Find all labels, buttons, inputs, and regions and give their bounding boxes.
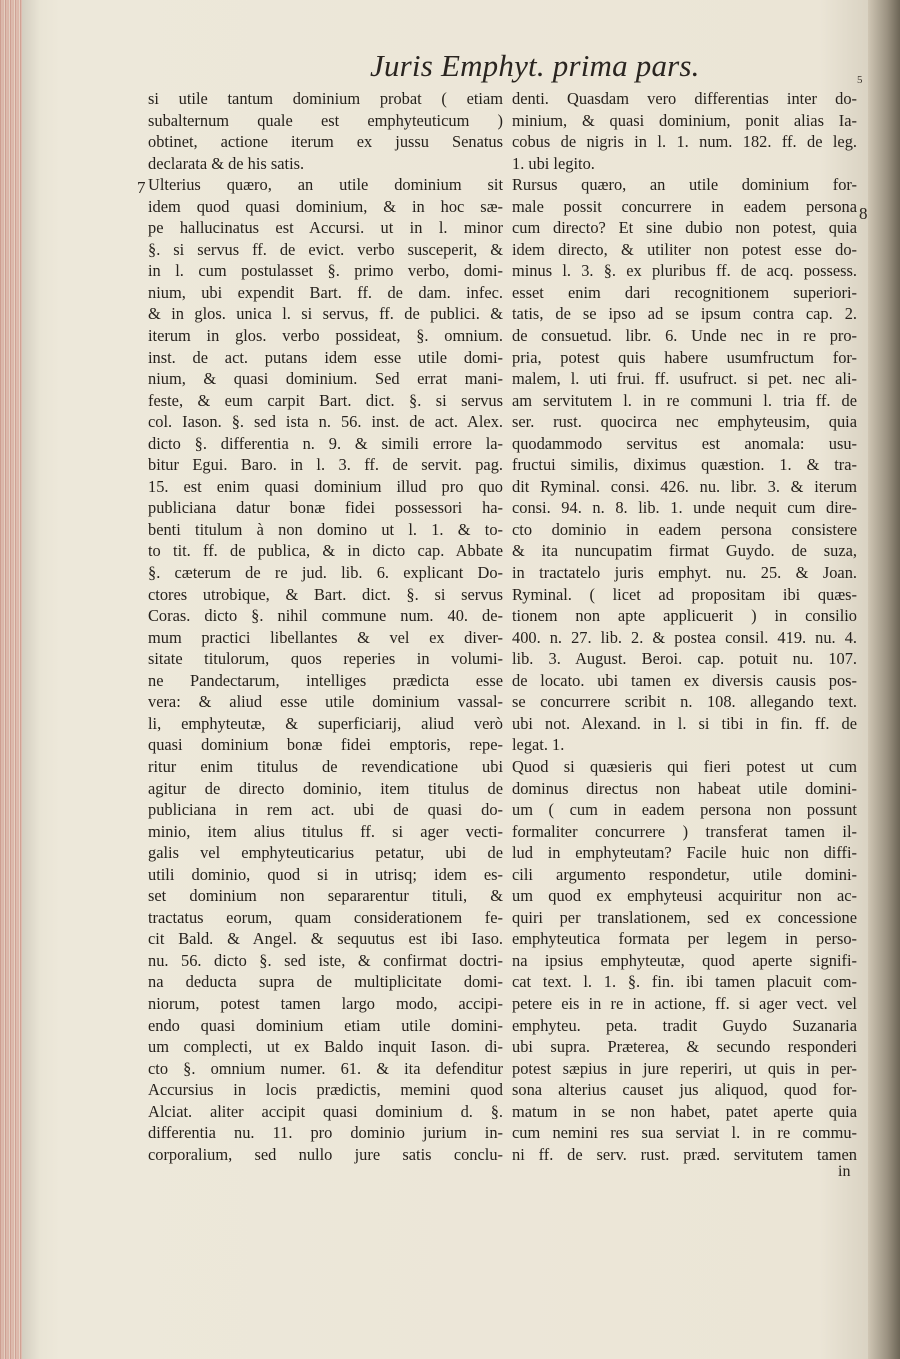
text-line: tractatus eorum, quam considerationem fe- [148, 907, 503, 927]
text-line: quiri per translationem, sed ex concessione [512, 907, 857, 927]
text-line: de consuetud. libr. 6. Unde nec in re pro- [512, 326, 857, 346]
text-line: quodammodo servitus est anomala: usu- [512, 433, 857, 453]
text-line: corporalium, sed nullo jure satis conclu- [148, 1144, 503, 1164]
text-line: ne Pandectarum, intelliges prædicta esse [148, 670, 503, 690]
text-line: inst. de act. putans idem esse utile domi- [148, 347, 503, 367]
text-line: ni ff. de serv. rust. præd. servitutem tamen [512, 1144, 857, 1164]
text-line: cto dominio in eadem persona consistere [512, 519, 857, 539]
text-line: in tractatelo juris emphyt. nu. 25. & Joan. [512, 563, 857, 583]
text-line: col. Iason. §. sed ista n. 56. inst. de act. Alex. [148, 412, 503, 432]
text-line: si utile tantum dominium probat ( etiam [148, 89, 503, 108]
text-line: consi. 94. n. 8. lib. 1. unde nequit cum dire- [512, 498, 857, 518]
text-line: agitur de directo dominio, item titulus de [148, 778, 503, 798]
text-line: cum nemini res sua serviat l. in re commu- [512, 1123, 857, 1143]
text-line: dit Ryminal. consi. 426. nu. libr. 3. & iterum [512, 476, 857, 496]
text-line: cum directo? Et sine dubio non potest, quia [512, 218, 857, 238]
text-line: ritur enim titulus de revendicatione ubi [148, 756, 503, 776]
text-line: §. si servus ff. de evict. verbo susceperit, & [148, 239, 503, 259]
text-line: quasi dominium bonæ fidei emptoris, repe- [148, 735, 503, 755]
text-line: publiciana datur bonæ fidei possessori ha- [148, 498, 503, 518]
text-line: li, emphyteutæ, & superficiarij, aliud verò [148, 713, 503, 733]
text-line: vera: & aliud esse utile dominium vassal- [148, 692, 503, 712]
text-line: mum practici libellantes & vel ex diver- [148, 627, 503, 647]
text-line: denti. Quasdam vero differentias inter do- [512, 89, 857, 108]
text-line: um ( cum in eadem persona non possunt [512, 800, 857, 820]
text-line: na deducta supra de multiplicitate domi- [148, 972, 503, 992]
text-line: Accursius in locis prædictis, memini quod [148, 1080, 503, 1100]
text-line: set dominium non separarentur tituli, & [148, 886, 503, 906]
text-line: um complecti, ut ex Baldo inquit Iason. di- [148, 1037, 503, 1057]
text-line: Alciat. aliter accipit quasi dominium d. §. [148, 1101, 503, 1121]
text-line: minio, item alius titulus ff. si ager vecti- [148, 821, 503, 841]
text-line: cat text. l. 1. §. fin. ibi tamen placuit com- [512, 972, 857, 992]
text-line: ubi not. Alexand. in l. si tibi in fin. ff. de [512, 713, 857, 733]
text-line: Rursus quæro, an utile dominium for- [512, 175, 857, 195]
text-line: idem directo, & utiliter non potest esse do- [512, 239, 857, 259]
text-line: to tit. ff. de publica, & in dicto cap. Abbate [148, 541, 503, 561]
text-line: emphyteu. peta. tradit Guydo Suzanaria [512, 1015, 857, 1035]
text-line: Coras. dicto §. nihil commune num. 40. de- [148, 606, 503, 626]
text-line: utili dominio, quod si in utrisq; idem es- [148, 864, 503, 884]
text-line: niorum, potest tamen largo modo, accipi- [148, 993, 503, 1013]
text-line: tionem non apte applicuerit ) in consilio [512, 606, 857, 626]
text-line: 1. ubi legito. [512, 153, 595, 173]
left-column [148, 88, 503, 1165]
text-line: publiciana in rem act. ubi de quasi do- [148, 800, 503, 820]
text-line: obtinet, actione iterum ex jussu Senatus [148, 132, 503, 152]
text-line: de locato. ubi tamen ex diversis causis pos- [512, 670, 857, 690]
text-line: bitur Egui. Baro. in l. 3. ff. de servit. pag. [148, 455, 503, 475]
margin-number-left: 7 [137, 178, 146, 197]
text-line: iterum in glos. verbo possideat, §. omnium. [148, 326, 503, 346]
text-line: Ulterius quæro, an utile dominium sit [148, 175, 503, 195]
text-line: ctores utrobique, & Bart. dict. §. si servus [148, 584, 503, 604]
text-line: tatis, de se ipso ad se ipsum contra cap. 2. [512, 304, 857, 324]
running-head: Juris Emphyt. prima pars. [370, 48, 700, 83]
text-line: malem, l. uti frui. ff. usufruct. si pet. nec ali- [512, 369, 857, 389]
text-line: um quod ex emphyteusi acquiritur non ac- [512, 886, 857, 906]
text-line: benti titulum à non domino ut l. 1. & to- [148, 519, 503, 539]
text-line: sitate titulorum, quos reperies in volumi- [148, 649, 503, 669]
text-line: subalternum quale est emphyteuticum ) [148, 110, 503, 130]
text-line: cto §. omnium numer. 61. & ita defenditur [148, 1058, 503, 1078]
text-line: declarata & de his satis. [148, 153, 305, 173]
text-line: formaliter concurrere ) transferat tamen il- [512, 821, 857, 841]
text-line: potest sæpius in jure reperiri, ut quis in per- [512, 1058, 857, 1078]
text-line: lud in emphyteutam? Facile huic non diffi- [512, 843, 857, 863]
text-line: cit Bald. & Angel. & sequutus est ibi Iaso. [148, 929, 503, 949]
text-line: minus l. 3. §. ex pluribus ff. de acq. possess. [512, 261, 857, 281]
text-line: cobus de nigris in l. 1. num. 182. ff. de leg. [512, 132, 857, 152]
margin-number-right: 8 [859, 204, 868, 223]
text-line: nium, ubi expendit Bart. ff. de dam. infec. [148, 282, 503, 302]
catchword: in [838, 1163, 851, 1180]
right-column [512, 88, 857, 1165]
text-line: & in glos. unica l. si servus, ff. de publici. & [148, 304, 503, 324]
text-line: §. cæterum de re jud. lib. 6. explicant Do- [148, 563, 503, 583]
text-line: feste, & eum carpit Bart. dict. §. si servus [148, 390, 503, 410]
text-line: pria, potest quis habere usumfructum for- [512, 347, 857, 367]
text-line: 15. est enim quasi dominium illud pro quo [148, 476, 503, 496]
text-line: se concurrere scribit n. 108. allegando text. [512, 692, 857, 712]
text-line: ser. rust. quocirca nec emphyteusim, quia [512, 412, 857, 432]
text-line: Ryminal. ( licet ad propositam ibi quæs- [512, 584, 857, 604]
text-line: male possit concurrere in eadem persona [512, 196, 857, 216]
text-line: esset enim dari recognitionem superiori- [512, 282, 857, 302]
text-line: 400. n. 27. lib. 2. & postea consil. 419. nu. 4. [512, 627, 857, 647]
text-line: na ipsius emphyteutæ, quod aperte signifi- [512, 950, 857, 970]
text-line: sona alterius causet jus aliquod, quod for- [512, 1080, 857, 1100]
text-line: galis vel emphyteuticarius petatur, ubi de [148, 843, 503, 863]
text-line: idem quod quasi dominium, & in hoc sæ- [148, 196, 503, 216]
text-line: matum in se non habet, patet aperte quia [512, 1101, 857, 1121]
text-line: in l. cum postulasset §. primo verbo, domi- [148, 261, 503, 281]
text-line: fructui similis, diximus quæstion. 1. & tra- [512, 455, 857, 475]
text-line: nium, & quasi dominium. Sed errat mani- [148, 369, 503, 389]
text-line: endo quasi dominium etiam utile domini- [148, 1015, 503, 1035]
text-line: Quod si quæsieris qui fieri potest ut cum [512, 756, 857, 776]
page-number: 5 [857, 74, 863, 86]
text-line: & ita nuncupatim firmat Guydo. de suza, [512, 541, 857, 561]
text-line: ubi supra. Præterea, & secundo responderi [512, 1037, 857, 1057]
text-line: dominus directus non habeat utile domini- [512, 778, 857, 798]
book-gutter-edge [0, 0, 22, 1359]
text-line: differentia nu. 11. pro dominio jurium in- [148, 1123, 503, 1143]
text-line: dicto §. differentia n. 9. & simili errore la- [148, 433, 503, 453]
text-line: emphyteutica formata per legem in perso- [512, 929, 857, 949]
text-line: lib. 3. August. Beroi. cap. potuit nu. 107. [512, 649, 857, 669]
book-page [30, 0, 875, 1359]
text-line: cili argumento respondetur, utile domini- [512, 864, 857, 884]
text-line: legat. 1. [512, 735, 565, 755]
text-line: petere eis in re in actione, ff. si ager vect. vel [512, 993, 857, 1013]
text-line: nu. 56. dicto §. sed iste, & confirmat doctri- [148, 950, 503, 970]
text-line: pe hallucinatus est Accursi. ut in l. minor [148, 218, 503, 238]
text-line: am servitutem l. in re communi l. tria ff. de [512, 390, 857, 410]
text-line: minium, & quasi dominium, ponit alias Ia- [512, 110, 857, 130]
